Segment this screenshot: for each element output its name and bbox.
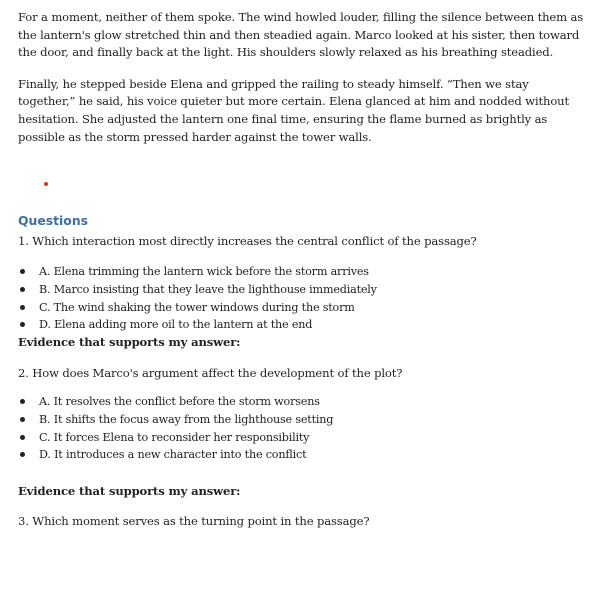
question-3: 3. Which moment serves as the turning point in the passage? (18, 514, 370, 528)
bullet-icon (20, 399, 25, 404)
question-1-evidence-label: Evidence that supports my answer: (18, 335, 241, 349)
bullet-icon (20, 322, 25, 327)
question-2-option-c: C. It forces Elena to reconsider her responsibility (18, 429, 333, 447)
question-1-option-a: A. Elena trimming the lantern wick before the storm arrives (18, 263, 377, 281)
bullet-icon (20, 417, 25, 422)
question-2-option-d: D. It introduces a new character into the conflict (18, 446, 333, 464)
question-1-option-c: C. The wind shaking the tower windows during the storm (18, 299, 377, 317)
question-1: 1. Which interaction most directly increases the central conflict of the passage? (18, 234, 477, 248)
question-2: 2. How does Marco's argument affect the development of the plot? (18, 366, 403, 380)
question-2-options (18, 393, 333, 464)
passage-paragraph-1: For a moment, neither of them spoke. The wind howled louder, filling the silence between them as the lantern's glow stretched thin and then steadied again. Marco looked at his sister, then toward the door, and finally back at the light. His shoulders slowly relaxed as his breathing steadied. (18, 10, 584, 60)
question-1-option-b: B. Marco insisting that they leave the lighthouse immediately (18, 281, 377, 299)
red-dot-marker (44, 182, 48, 186)
question-1-options (18, 263, 377, 334)
question-1-option-d: D. Elena adding more oil to the lantern at the end (18, 316, 377, 334)
bullet-icon (20, 287, 25, 292)
bullet-icon (20, 435, 25, 440)
question-2-option-a: A. It resolves the conflict before the storm worsens (18, 393, 333, 411)
bullet-icon (20, 269, 25, 274)
bullet-icon (20, 452, 25, 457)
bullet-icon (20, 305, 25, 310)
question-2-option-b: B. It shifts the focus away from the lighthouse setting (18, 411, 333, 429)
passage (18, 9, 588, 146)
questions-heading: Questions (18, 213, 89, 228)
question-2-evidence-label: Evidence that supports my answer: (18, 484, 241, 498)
passage-paragraph-2: Finally, he stepped beside Elena and gripped the railing to steady himself. “Then we stay together,” he said, his voice quieter but more certain. Elena glanced at him and nodded without hesitation. She adjusted the lantern one final time, ensuring the flame burned as brightly as possible as the storm pressed harder against the tower walls. (18, 76, 569, 144)
